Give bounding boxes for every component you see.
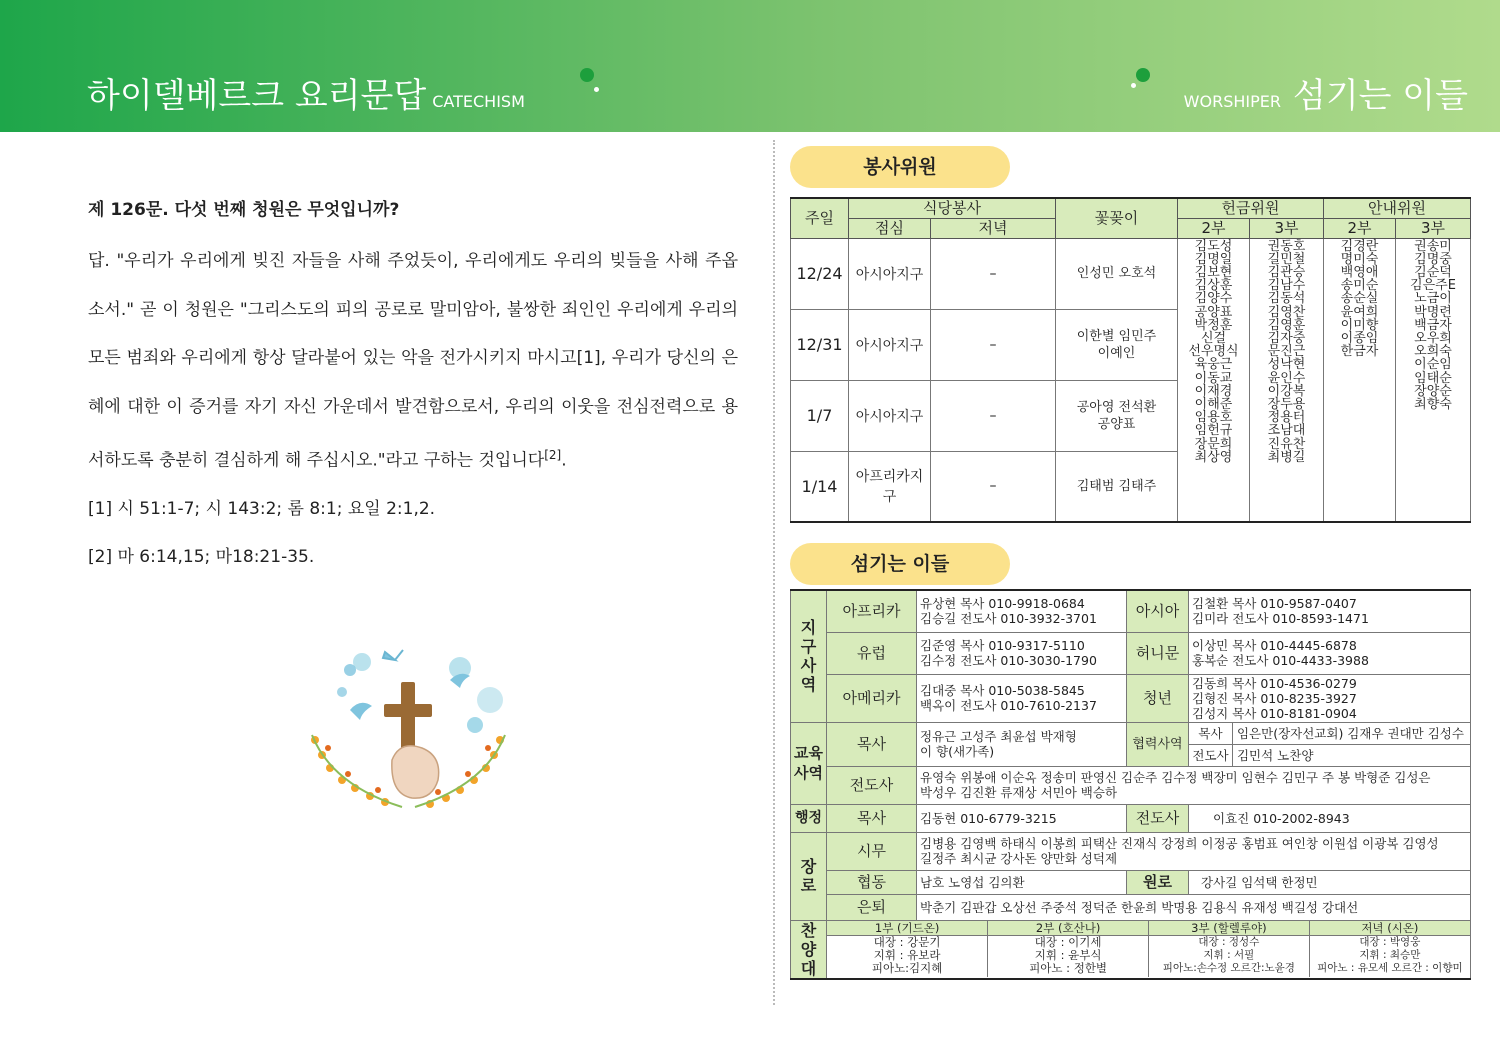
- row-flowers: 공아영 전석환 공양표: [1056, 380, 1178, 451]
- reference-1: [1] 시 51:1-7; 시 143:2; 롬 8:1; 요일 2:1,2.: [88, 499, 436, 520]
- elders-emeritus-label: 원로: [1127, 870, 1189, 894]
- worshiper-title: 섬기는 이들: [1292, 76, 1468, 116]
- choir-label: 찬양대: [791, 920, 827, 979]
- education-evang-label: 전도사: [827, 766, 917, 804]
- col-cafeteria: 식당봉사: [849, 198, 1056, 218]
- coop-pastor-label: 목사: [1189, 723, 1233, 744]
- reference-2: [2] 마 6:14,15; 마18:21-35.: [88, 547, 315, 568]
- admin-pastor-text: 김동현 010-6779-3215: [917, 804, 1127, 832]
- answer-footnote: [2]: [544, 448, 562, 462]
- elders-assoc-label: 협동: [827, 870, 917, 894]
- choir-1-name: 1부 (기드온): [827, 921, 988, 935]
- row-dinner: –: [931, 309, 1056, 380]
- admin-pastor-label: 목사: [827, 804, 917, 832]
- choir-3-name: 3부 (할렐루야): [1149, 921, 1310, 935]
- choir-1-text: 대장 : 강문기 지휘 : 유보라 피아노:김지혜: [827, 935, 988, 977]
- col-dinner: 저녁: [931, 218, 1056, 238]
- worshiper-en: WORSHIPER: [1183, 92, 1281, 111]
- elders-active-text: 김병용 김영백 하태식 이봉희 피택산 진재식 강정희 이정공 홍범표 여인창 이원섭 이광복 김영성 길정주 최시균 강사돈 양만화 성덕제: [917, 832, 1471, 870]
- asia-text: 김철환 목사 010-9587-0407 김미라 전도사 010-8593-1471: [1189, 590, 1471, 632]
- europe-label: 유럽: [827, 632, 917, 674]
- coop-evang-label: 전도사: [1189, 745, 1233, 766]
- col-guide: 안내위원: [1324, 198, 1471, 218]
- guide-3-names: 권송미 김명중 김순덕 김은주E 노금이 박명련 백금자 오우희 오희숙 이순임 임태순 장양순 최향숙: [1396, 238, 1471, 522]
- row-lunch: 아시아지구: [849, 309, 931, 380]
- col-offering-2: 2부: [1178, 218, 1250, 238]
- youth-text: 김동희 목사 010-4536-0279 김형진 목사 010-8235-3927 김성지 목사 010-8181-0904: [1189, 674, 1471, 722]
- africa-text: 유상현 목사 010-9918-0684 김승길 전도사 010-3932-3701: [917, 590, 1127, 632]
- volunteers-table: [790, 197, 1471, 523]
- row-dinner: –: [931, 380, 1056, 451]
- coop-pastor-row: [1189, 723, 1470, 745]
- education-pastor-label: 목사: [827, 722, 917, 766]
- col-lunch: 점심: [849, 218, 931, 238]
- education-evang-text: 유영숙 위봉애 이순옥 정송미 판영신 김순주 김수정 백장미 임현수 김민구 주 봉 박형준 김성은 박성우 김진환 류재상 서민아 백승하: [917, 766, 1471, 804]
- page-header: [0, 0, 1500, 132]
- catechism-answer: [88, 237, 738, 485]
- admin-evang-text: 이효진 010-2002-8943: [1189, 804, 1471, 832]
- america-text: 김대중 목사 010-5038-5845 백옥이 전도사 010-7610-2137: [917, 674, 1127, 722]
- row-lunch: 아시아지구: [849, 380, 931, 451]
- choir-4-text: 대장 : 박영웅 지휘 : 최승만 피아노 : 유모세 오르간 : 이향미: [1309, 935, 1470, 977]
- coop-evang-text: 김민석 노찬양: [1236, 747, 1314, 763]
- choir-cell: [827, 920, 1471, 979]
- row-date: 12/24: [791, 238, 849, 309]
- africa-label: 아프리카: [827, 590, 917, 632]
- hunimun-label: 허니문: [1127, 632, 1189, 674]
- admin-label: 행정: [791, 804, 827, 832]
- elders-active-label: 시무: [827, 832, 917, 870]
- row-dinner: –: [931, 451, 1056, 522]
- row-flowers: 인성민 오호석: [1056, 238, 1178, 309]
- dot-icon: [580, 68, 594, 82]
- asia-label: 아시아: [1127, 590, 1189, 632]
- education-label: 교육 사역: [791, 722, 827, 804]
- education-pastor-text: 정유근 고성주 최윤섭 박재형 이 향(새가족): [917, 722, 1127, 766]
- dot-icon: [1136, 68, 1150, 82]
- offering-3-names: 권동호 길민철 김관승 김남수 김동석 김영찬 김영훈 김자중 문진근 성낙현 윤인수 이강복 장두용 정용터 조남대 진유찬 최병길: [1250, 238, 1324, 522]
- dot-icon: [594, 87, 599, 92]
- elders-retired-text: 박춘기 김판갑 오상선 주중석 정덕준 한윤희 박명용 김용식 유재성 백길성 강대선: [917, 894, 1471, 920]
- coop-label: 협력사역: [1127, 722, 1189, 766]
- coop-pastor-text: 임은만(장자선교회) 김재우 권대만 김성수: [1236, 725, 1464, 741]
- catechism-section: [88, 195, 738, 581]
- guide-2-names: 김경란 명미숙 백영애 송미순 송순실 윤여희 이미향 이종임 한금자: [1324, 238, 1396, 522]
- row-date: 1/14: [791, 451, 849, 522]
- elders-emeritus-text: 강사길 임석택 한정민: [1189, 870, 1471, 894]
- table-row: [791, 238, 1471, 309]
- catechism-en: CATECHISM: [432, 92, 525, 111]
- worshiper-header: [1178, 68, 1468, 117]
- cross-wreath-illustration: [300, 640, 520, 840]
- america-label: 아메리카: [827, 674, 917, 722]
- choir-4-name: 저녁 (시온): [1309, 921, 1470, 935]
- coop-cell: [1189, 722, 1471, 766]
- offering-2-names: 김도성 김명일 김보현 김상훈 김양수 공양표 박정훈 신걸 선우명식 육웅근 이동교 이재경 이해준 임용호 임헌규 장문희 최상영: [1178, 238, 1250, 522]
- row-date: 1/7: [791, 380, 849, 451]
- choir-table: [827, 921, 1470, 977]
- col-date: 주일: [791, 198, 849, 238]
- admin-evang-label: 전도사: [1127, 804, 1189, 832]
- col-offering: 헌금위원: [1178, 198, 1324, 218]
- hunimun-text: 이상민 목사 010-4445-6878 홍복순 전도사 010-4433-3988: [1189, 632, 1471, 674]
- row-lunch: 아프리카지구: [849, 451, 931, 522]
- choir-2-text: 대장 : 이기세 지휘 : 윤부식 피아노 : 정한별: [988, 935, 1149, 977]
- catechism-question: 제 126문. 다섯 번째 청원은 무엇입니까?: [88, 200, 400, 220]
- region-label: 지구사역: [791, 590, 827, 722]
- row-flowers: 이한별 임민주 이예인: [1056, 309, 1178, 380]
- choir-2-name: 2부 (호산나): [988, 921, 1149, 935]
- elders-label: 장로: [791, 832, 827, 920]
- europe-text: 김준영 목사 010-9317-5110 김수정 전도사 010-3030-1790: [917, 632, 1127, 674]
- answer-text: 답. "우리가 우리에게 빚진 자들을 사해 주었듯이, 우리에게도 우리의 빚들을 사해 주옵소서." 곧 이 청원은 "그리스도의 피의 공로로 말미암아, 불쌍한 죄인인 우리에게 우리의 모든 범죄와 우리에게 항상 달라붙어 있는 악을 전가시키지 마시고[1], 우리가 당신의 은혜에 대한 이 증거를 자기 자신 가운데서 발견함으로서, 우리의 이웃을 전심전력으로 용서하도록 충분히 결심하게 해 주십시오."라고 구하는 것입니다: [88, 251, 738, 471]
- col-guide-3: 3부: [1396, 218, 1471, 238]
- row-flowers: 김태범 김태주: [1056, 451, 1178, 522]
- coop-evang-row: [1189, 745, 1470, 766]
- catechism-title: 하이델베르크 요리문답: [87, 76, 427, 116]
- catechism-header: [87, 68, 525, 117]
- col-guide-2: 2부: [1324, 218, 1396, 238]
- col-offering-3: 3부: [1250, 218, 1324, 238]
- elders-retired-label: 은퇴: [827, 894, 917, 920]
- col-flowers: 꽃꽂이: [1056, 198, 1178, 238]
- row-lunch: 아시아지구: [849, 238, 931, 309]
- volunteers-pill: 봉사위원: [790, 146, 1010, 188]
- elders-assoc-text: 남호 노영섭 김의환: [917, 870, 1127, 894]
- choir-3-text: 대장 : 정성수 지휘 : 서필 피아노:손수정 오르간:노윤경: [1149, 935, 1310, 977]
- page-divider: [773, 140, 775, 1005]
- worshipers-pill: 섬기는 이들: [790, 543, 1010, 585]
- row-dinner: –: [931, 238, 1056, 309]
- worshipers-table: [790, 589, 1471, 980]
- dot-icon: [1131, 83, 1136, 88]
- youth-label: 청년: [1127, 674, 1189, 722]
- row-date: 12/31: [791, 309, 849, 380]
- answer-end: .: [561, 450, 567, 471]
